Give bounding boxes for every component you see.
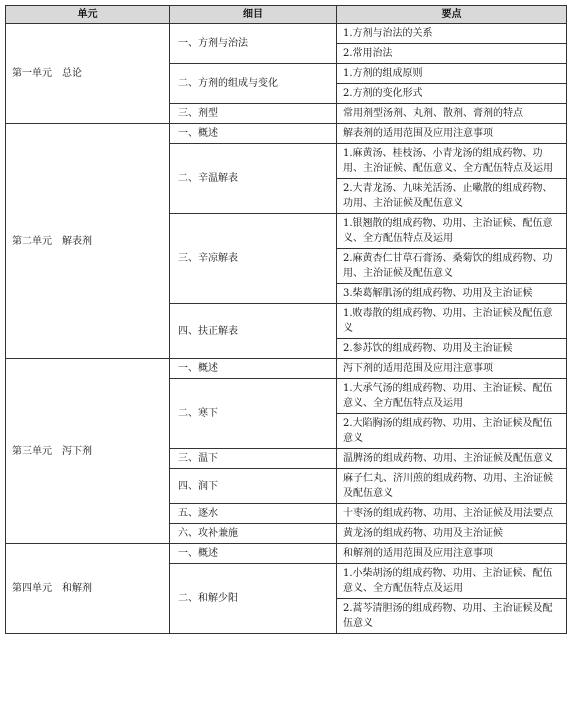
syllabus-table xyxy=(5,5,567,634)
header-point: 要点 xyxy=(337,6,567,24)
item-cell: 二、方剂的组成与变化 xyxy=(170,64,337,104)
item-cell: 一、方剂与治法 xyxy=(170,24,337,64)
point-cell: 2.参苏饮的组成药物、功用及主治证候 xyxy=(337,339,567,359)
item-cell: 四、扶正解表 xyxy=(170,304,337,359)
header-unit: 单元 xyxy=(6,6,170,24)
item-cell: 三、温下 xyxy=(170,449,337,469)
point-cell: 温脾汤的组成药物、功用、主治证候及配伍意义 xyxy=(337,449,567,469)
point-cell: 解表剂的适用范围及应用注意事项 xyxy=(337,124,567,144)
item-cell: 二、和解少阳 xyxy=(170,564,337,634)
point-cell: 黄龙汤的组成药物、功用及主治证候 xyxy=(337,524,567,544)
point-cell: 和解剂的适用范围及应用注意事项 xyxy=(337,544,567,564)
item-cell: 一、概述 xyxy=(170,124,337,144)
unit-cell: 第三单元 泻下剂 xyxy=(6,359,170,544)
point-cell: 2.大青龙汤、九味羌活汤、止嗽散的组成药物、功用、主治证候及配伍意义 xyxy=(337,179,567,214)
point-cell: 常用剂型汤剂、丸剂、散剂、膏剂的特点 xyxy=(337,104,567,124)
point-cell: 2.大陷胸汤的组成药物、功用、主治证候及配伍意义 xyxy=(337,414,567,449)
item-cell: 四、润下 xyxy=(170,469,337,504)
table-header-row xyxy=(6,6,567,24)
point-cell: 1.银翘散的组成药物、功用、主治证候、配伍意义、全方配伍特点及运用 xyxy=(337,214,567,249)
point-cell: 泻下剂的适用范围及应用注意事项 xyxy=(337,359,567,379)
point-cell: 2.蒿芩清胆汤的组成药物、功用、主治证候及配伍意义 xyxy=(337,599,567,634)
point-cell: 2.常用治法 xyxy=(337,44,567,64)
table-row xyxy=(6,24,567,44)
item-cell: 五、逐水 xyxy=(170,504,337,524)
item-cell: 三、剂型 xyxy=(170,104,337,124)
table-row xyxy=(6,544,567,564)
table-row xyxy=(6,359,567,379)
point-cell: 1.败毒散的组成药物、功用、主治证候及配伍意义 xyxy=(337,304,567,339)
unit-cell: 第二单元 解表剂 xyxy=(6,124,170,359)
item-cell: 二、辛温解表 xyxy=(170,144,337,214)
point-cell: 1.方剂的组成原则 xyxy=(337,64,567,84)
point-cell: 3.柴葛解肌汤的组成药物、功用及主治证候 xyxy=(337,284,567,304)
point-cell: 十枣汤的组成药物、功用、主治证候及用法要点 xyxy=(337,504,567,524)
item-cell: 一、概述 xyxy=(170,359,337,379)
item-cell: 六、攻补兼施 xyxy=(170,524,337,544)
table-body xyxy=(6,24,567,634)
point-cell: 1.大承气汤的组成药物、功用、主治证候、配伍意义、全方配伍特点及运用 xyxy=(337,379,567,414)
unit-cell: 第四单元 和解剂 xyxy=(6,544,170,634)
item-cell: 一、概述 xyxy=(170,544,337,564)
point-cell: 麻子仁丸、济川煎的组成药物、功用、主治证候及配伍意义 xyxy=(337,469,567,504)
point-cell: 2.方剂的变化形式 xyxy=(337,84,567,104)
item-cell: 三、辛凉解表 xyxy=(170,214,337,304)
point-cell: 1.麻黄汤、桂枝汤、小青龙汤的组成药物、功用、主治证候、配伍意义、全方配伍特点及运用 xyxy=(337,144,567,179)
point-cell: 1.方剂与治法的关系 xyxy=(337,24,567,44)
table-row xyxy=(6,124,567,144)
item-cell: 二、寒下 xyxy=(170,379,337,449)
point-cell: 1.小柴胡汤的组成药物、功用、主治证候、配伍意义、全方配伍特点及运用 xyxy=(337,564,567,599)
header-item: 细目 xyxy=(170,6,337,24)
point-cell: 2.麻黄杏仁甘草石膏汤、桑菊饮的组成药物、功用、主治证候及配伍意义 xyxy=(337,249,567,284)
unit-cell: 第一单元 总论 xyxy=(6,24,170,124)
